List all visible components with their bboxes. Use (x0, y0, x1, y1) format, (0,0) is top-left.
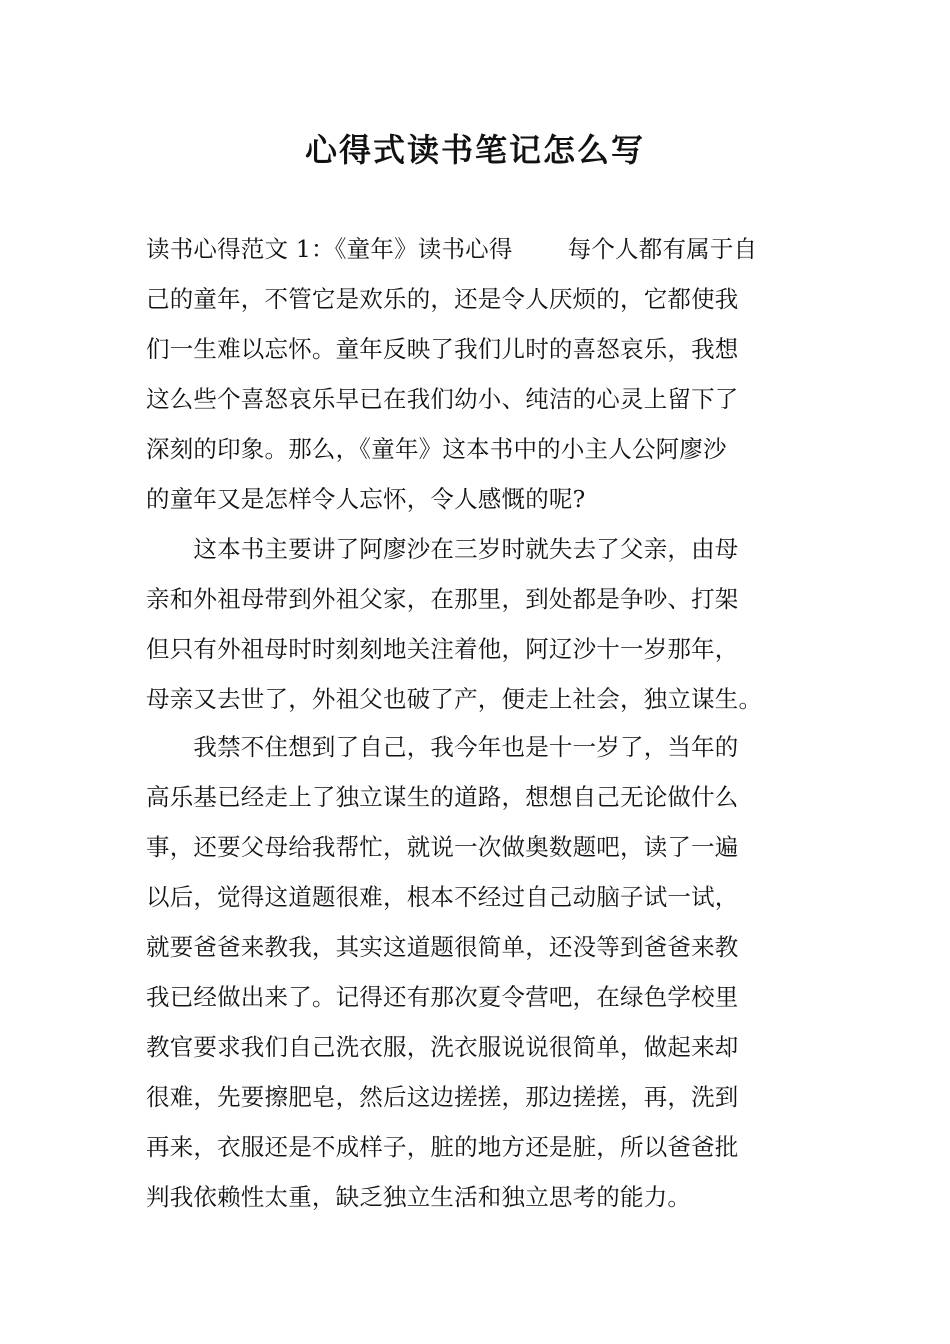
body-line: 我已经做出来了。记得还有那次夏令营吧，在绿色学校里 (146, 983, 739, 1011)
body-line: 再来，衣服还是不成样子，脏的地方还是脏，所以爸爸批 (146, 1133, 739, 1161)
body-line: 深刻的印象。那么，《童年》这本书中的小主人公阿廖沙 (146, 435, 727, 463)
body-line: 很难，先要擦肥皂，然后这边搓搓，那边搓搓，再，洗到 (146, 1083, 739, 1111)
body-line: 母亲又去世了，外祖父也破了产，便走上社会，独立谋生。 (146, 685, 763, 713)
body-line: 己的童年，不管它是欢乐的，还是令人厌烦的，它都使我 (146, 285, 739, 313)
body-line: 判我依赖性太重，缺乏独立生活和独立思考的能力。 (146, 1183, 692, 1211)
body-line: 的童年又是怎样令人忘怀，令人感慨的呢? (146, 485, 586, 513)
body-line: 亲和外祖母带到外祖父家，在那里，到处都是争吵、打架 (146, 585, 739, 613)
body-line: 们一生难以忘怀。童年反映了我们儿时的喜怒哀乐，我想 (146, 335, 739, 363)
body-line: 我禁不住想到了自己，我今年也是十一岁了，当年的 (146, 733, 739, 761)
body-line: 高乐基已经走上了独立谋生的道路，想想自己无论做什么 (146, 783, 739, 811)
body-line: 这么些个喜怒哀乐早已在我们幼小、纯洁的心灵上留下了 (146, 385, 739, 413)
body-line: 就要爸爸来教我，其实这道题很简单，还没等到爸爸来教 (146, 933, 739, 961)
body-line: 这本书主要讲了阿廖沙在三岁时就失去了父亲，由母 (146, 535, 739, 563)
body-line: 读书心得范文 1：《童年》读书心得 每个人都有属于自 (146, 235, 758, 263)
body-line: 但只有外祖母时时刻刻地关注着他，阿辽沙十一岁那年， (146, 635, 739, 663)
document-title: 心得式读书笔记怎么写 (304, 131, 645, 169)
body-line: 教官要求我们自己洗衣服，洗衣服说说很简单，做起来却 (146, 1033, 739, 1061)
body-line: 以后，觉得这道题很难，根本不经过自己动脑子试一试， (146, 883, 739, 911)
body-line: 事，还要父母给我帮忙，就说一次做奥数题吧，读了一遍 (146, 833, 739, 861)
